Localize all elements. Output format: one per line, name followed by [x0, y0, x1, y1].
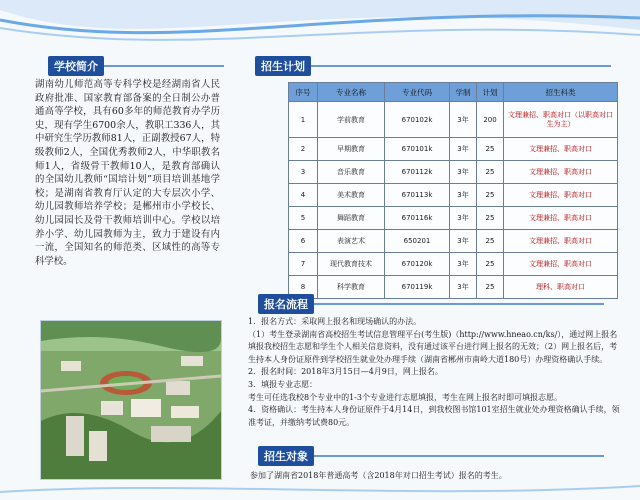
cell: 670119k: [385, 276, 450, 299]
cell: 文理兼招、职高对口: [504, 161, 618, 184]
cell: 3年: [450, 161, 477, 184]
cell: 文理兼招、职高对口（以职高对口生为主）: [504, 102, 618, 138]
intro-text: 湖南幼儿师范高等专科学校是经湖南省人民政府批准、国家教育部备案的全日制公办普通高等学校，具有60多年的师范教育办学历史，现有学生6700余人，教职工336人，其中研究生学历教师81人，正副教授67人，特级教师2人，全国优秀教师2人，中华职教名师1人，省级骨干教师10人，是教育部确认的全国幼儿教师“国培计划”项目培训基地学校；是湖南省教育厅认定的大专层次小学、幼儿园教师培养学校；是郴州市小学校长、幼儿园园长及骨干教师培训中心。学校以培养小学、幼儿园教师为主，致力于建设有内一流，全国知名的师范类、区域性的高等专科学校。: [35, 79, 220, 267]
table-row: [289, 184, 618, 207]
cell: 6: [289, 230, 318, 253]
plan-table-header: [289, 83, 618, 102]
process-line: （1）考生登录湖南省高校招生考试信息管理平台(考生版)（http://www.hneao.cn/ks/），通过网上报名填报我校招生志愿和学生个人相关信息资料，没有通过该平台进行网上报名的无效；（2）网上报名后，考生持本人身份证原件到学校招生就业处办理手续（湖南省郴州市南岭大道180号）办理资格确认手续。: [248, 329, 618, 364]
process-line: 3．填报专业志愿：: [248, 379, 318, 389]
cell: 25: [477, 276, 504, 299]
col-header: 专业代码: [385, 83, 450, 102]
cell: 25: [477, 253, 504, 276]
cell: 3年: [450, 253, 477, 276]
cell: 2: [289, 138, 318, 161]
cell: 表演艺术: [318, 230, 385, 253]
cell: 3年: [450, 207, 477, 230]
cell: 8: [289, 276, 318, 299]
col-header: 学制: [450, 83, 477, 102]
table-row: [289, 102, 618, 138]
target-section-heading: [258, 446, 604, 466]
cell: 25: [477, 184, 504, 207]
bottom-wave-decoration: [0, 480, 640, 500]
cell: 670102k: [385, 102, 450, 138]
table-row: [289, 138, 618, 161]
table-row: [289, 253, 618, 276]
process-line: 考生可任选我校8个专业中的1-3个专业进行志愿填报，考生在网上报名时即可填报志愿。: [248, 392, 562, 402]
cell: 7: [289, 253, 318, 276]
cell: 25: [477, 138, 504, 161]
col-header: 专业名称: [318, 83, 385, 102]
cell: 3年: [450, 230, 477, 253]
cell: 5: [289, 207, 318, 230]
cell: 舞蹈教育: [318, 207, 385, 230]
cell: 3年: [450, 184, 477, 207]
cell: 文理兼招、职高对口: [504, 138, 618, 161]
cell: 科学教育: [318, 276, 385, 299]
cell: 美术教育: [318, 184, 385, 207]
cell: 3年: [450, 276, 477, 299]
cell: 音乐教育: [318, 161, 385, 184]
cell: 650201: [385, 230, 450, 253]
cell: 670113k: [385, 184, 450, 207]
col-header: 招生科类: [504, 83, 618, 102]
cell: 3: [289, 161, 318, 184]
target-text: 参加了湖南省2018年普通高考（含2018年对口招生考试）报名的考生。: [250, 471, 507, 480]
table-row: [289, 230, 618, 253]
cell: 1: [289, 102, 318, 138]
intro-title: 学校简介: [48, 56, 104, 76]
cell: 25: [477, 207, 504, 230]
cell: 3年: [450, 102, 477, 138]
col-header: 计划: [477, 83, 504, 102]
cell: 现代教育技术: [318, 253, 385, 276]
process-line: 4．资格确认：考生持本人身份证原件于4月14日，到我校图书馆101室招生就业处办理资格确认手续，领准考证，并缴纳考试费80元。: [248, 405, 620, 427]
intro-section-heading: [48, 56, 224, 76]
plan-table: [288, 82, 618, 299]
plan-title-underline: [311, 65, 611, 67]
cell: 文理兼招、职高对口: [504, 184, 618, 207]
campus-aerial-image: [40, 320, 222, 480]
cell: 文理兼招、职高对口: [504, 253, 618, 276]
process-line: 2．报名时间：2018年3月15日—4月9日，网上报名。: [248, 367, 443, 377]
cell: 理科、职高对口: [504, 276, 618, 299]
cell: 4: [289, 184, 318, 207]
cell: 670112k: [385, 161, 450, 184]
top-wave-decoration: [0, 0, 640, 60]
cell: 3年: [450, 138, 477, 161]
cell: 文理兼招、职高对口: [504, 230, 618, 253]
target-title: 招生对象: [258, 446, 314, 466]
cell: 670120k: [385, 253, 450, 276]
cell: 学前教育: [318, 102, 385, 138]
table-row: [289, 161, 618, 184]
cell: 670116k: [385, 207, 450, 230]
campus-illustration: [41, 321, 221, 479]
plan-title: 招生计划: [255, 56, 311, 76]
cell: 200: [477, 102, 504, 138]
cell: 早期教育: [318, 138, 385, 161]
col-header: 序号: [289, 83, 318, 102]
cell: 25: [477, 161, 504, 184]
cell: 文理兼招、职高对口: [504, 207, 618, 230]
process-section-heading: [258, 294, 604, 314]
plan-section-heading: [255, 56, 611, 76]
process-line: 1．报名方式：采取网上报名和现场确认的办法。: [248, 317, 422, 326]
cell: 25: [477, 230, 504, 253]
process-text: [248, 316, 620, 429]
intro-title-underline: [104, 65, 224, 67]
table-row: [289, 207, 618, 230]
process-title: 报名流程: [258, 294, 314, 314]
target-title-underline: [314, 455, 604, 457]
process-title-underline: [314, 303, 604, 305]
cell: 670101k: [385, 138, 450, 161]
